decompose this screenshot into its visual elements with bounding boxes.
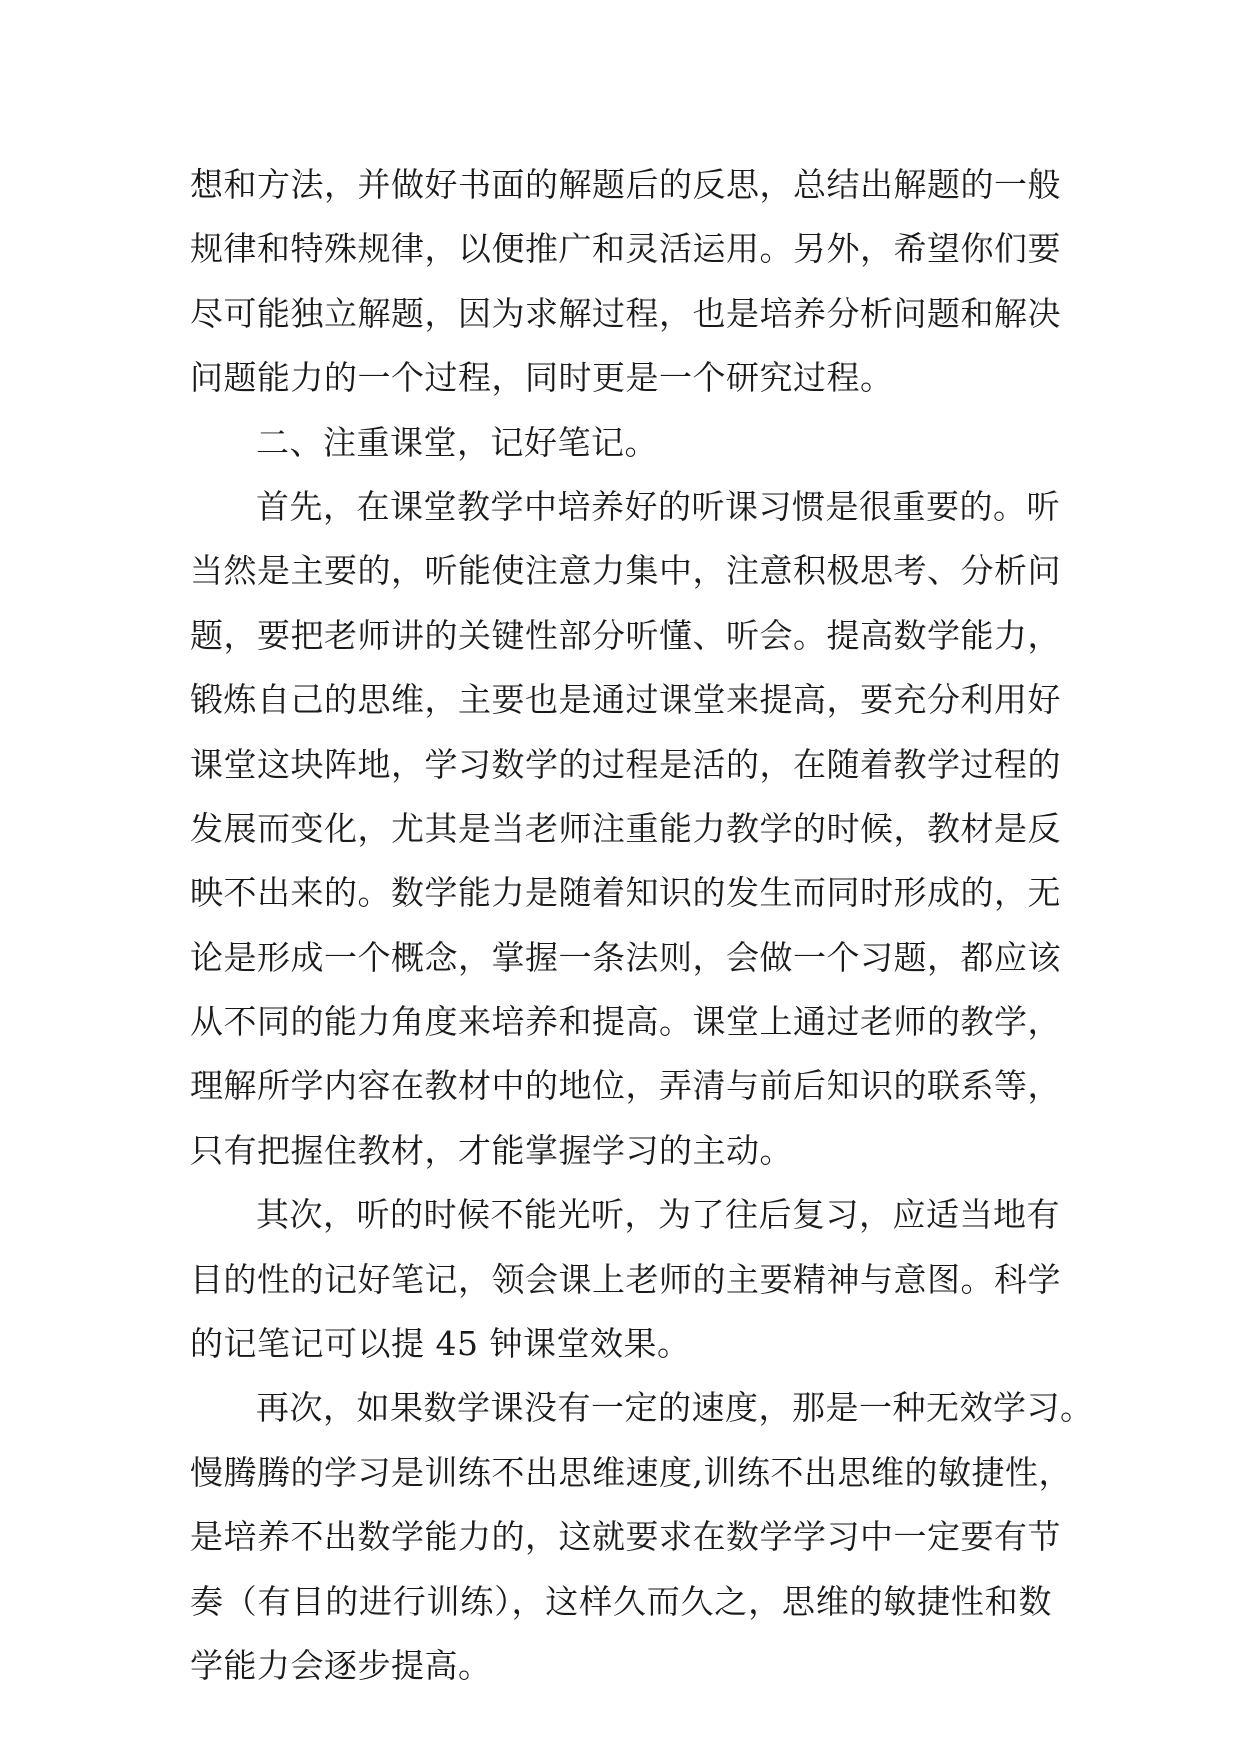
text-line: 理解所学内容在教材中的地位，弄清与前后知识的联系等，: [190, 1066, 1061, 1106]
text-line: 论是形成一个概念，掌握一条法则，会做一个习题，都应该: [190, 937, 1061, 977]
text-line: 问题能力的一个过程，同时更是一个研究过程。: [190, 358, 894, 398]
text-line: 映不出来的。数学能力是随着知识的发生而同时形成的，无: [190, 873, 1061, 913]
text-line: 发展而变化，尤其是当老师注重能力教学的时候，教材是反: [190, 808, 1061, 848]
text-line: 尽可能独立解题，因为求解过程，也是培养分析问题和解决: [190, 293, 1061, 333]
text-line: 其次，听的时候不能光听，为了往后复习，应适当地有: [256, 1195, 1060, 1235]
text-line: 首先，在课堂教学中培养好的听课习惯是很重要的。听: [256, 486, 1060, 526]
text-line: 当然是主要的，听能使注意力集中，注意积极思考、分析问: [190, 551, 1061, 591]
section-heading: 二、注重课堂，记好笔记。: [256, 422, 658, 462]
text-line: 课堂这块阵地，学习数学的过程是活的，在随着教学过程的: [190, 744, 1061, 784]
text-line: 的记笔记可以提 45 钟课堂效果。: [190, 1324, 691, 1364]
text-line: 学能力会逐步提高。: [190, 1645, 492, 1685]
text-line: 目的性的记好笔记，领会课上老师的主要精神与意图。科学: [190, 1259, 1061, 1299]
text-line: 是培养不出数学能力的，这就要求在数学学习中一定要有节: [190, 1517, 1061, 1557]
text-line: 从不同的能力角度来培养和提高。课堂上通过老师的教学，: [190, 1002, 1061, 1042]
text-line: 锻炼自己的思维，主要也是通过课堂来提高，要充分利用好: [190, 680, 1061, 720]
text-line: 奏（有目的进行训练），这样久而久之，思维的敏捷性和数: [190, 1581, 1052, 1621]
text-line: 想和方法，并做好书面的解题后的反思，总结出解题的一般: [190, 165, 1061, 204]
body-text: [190, 153, 1094, 1698]
text-line: 只有把握住教材，才能掌握学习的主动。: [190, 1130, 793, 1170]
text-line: 题，要把老师讲的关键性部分听懂、听会。提高数学能力，: [190, 615, 1061, 655]
text-line: 规律和特殊规律，以便推广和灵活运用。另外，希望你们要: [190, 229, 1061, 269]
text-line: 再次，如果数学课没有一定的速度，那是一种无效学习。: [256, 1388, 1094, 1428]
text-line: 慢腾腾的学习是训练不出思维速度,训练不出思维的敏捷性，: [190, 1452, 1072, 1492]
